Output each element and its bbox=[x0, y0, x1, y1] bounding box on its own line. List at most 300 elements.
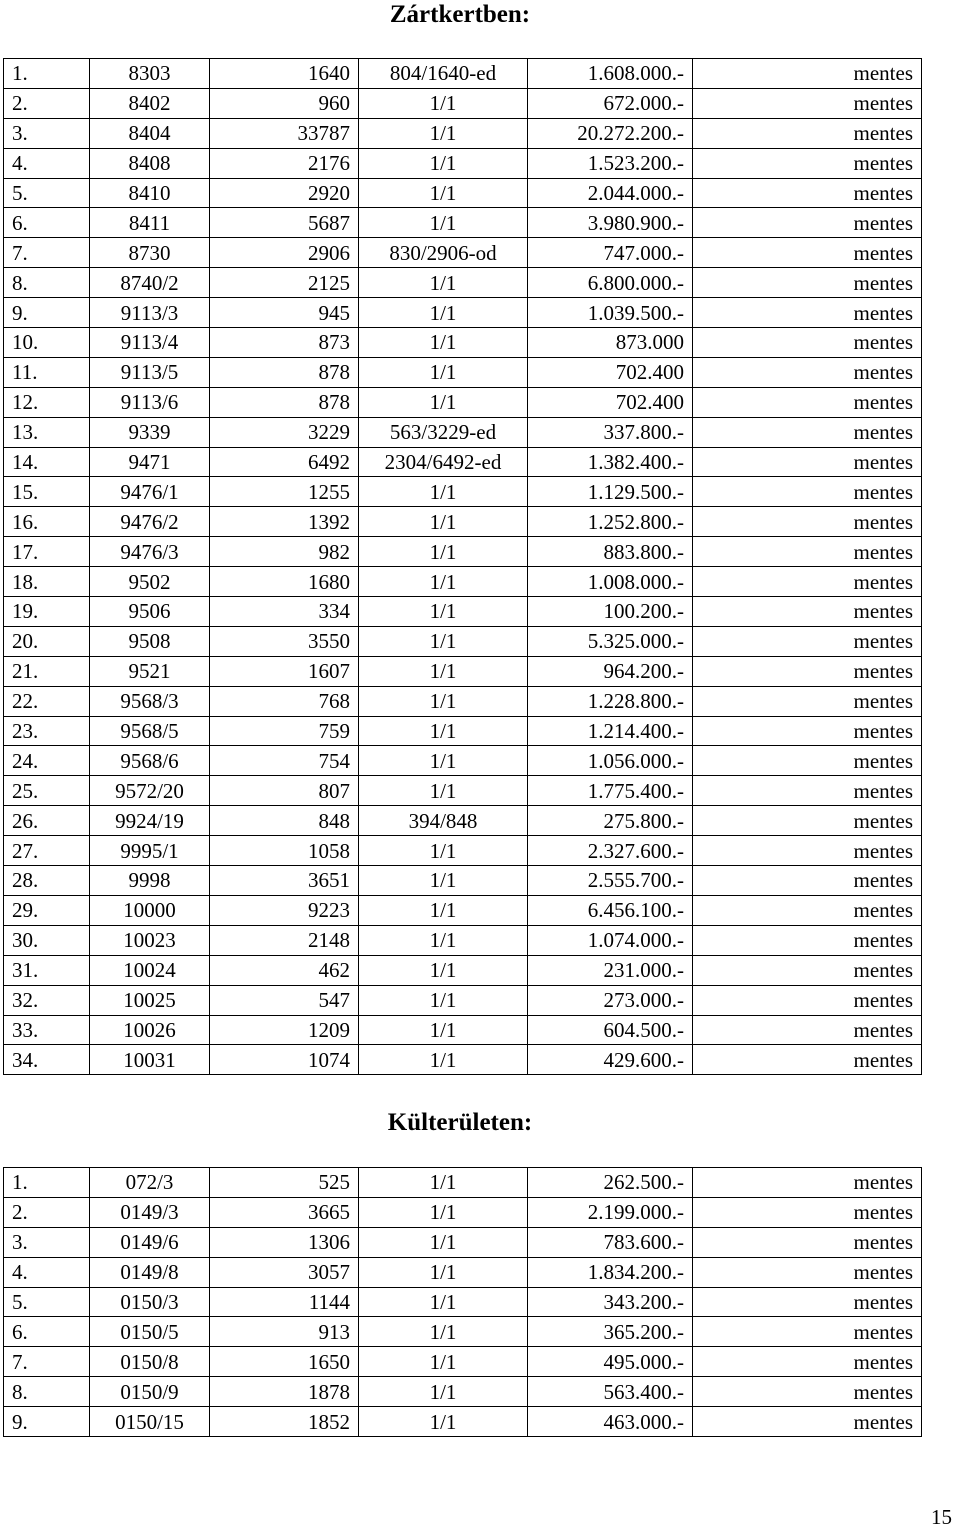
value-cell: 672.000.- bbox=[528, 88, 693, 118]
encumbrance-status-cell: mentes bbox=[693, 866, 922, 896]
page-number: 15 bbox=[931, 1505, 952, 1529]
row-number-cell: 18. bbox=[4, 567, 90, 597]
row-number-cell: 19. bbox=[4, 597, 90, 627]
area-cell: 878 bbox=[210, 387, 359, 417]
encumbrance-status-cell: mentes bbox=[693, 88, 922, 118]
encumbrance-status-cell: mentes bbox=[693, 357, 922, 387]
encumbrance-status-cell: mentes bbox=[693, 1407, 922, 1437]
value-cell: 883.800.- bbox=[528, 537, 693, 567]
ownership-share-cell: 1/1 bbox=[359, 925, 528, 955]
area-cell: 913 bbox=[210, 1317, 359, 1347]
value-cell: 6.800.000.- bbox=[528, 268, 693, 298]
table-row bbox=[4, 1168, 922, 1198]
ownership-share-cell: 1/1 bbox=[359, 1197, 528, 1227]
table-row bbox=[4, 507, 922, 537]
ownership-share-cell: 1/1 bbox=[359, 268, 528, 298]
value-cell: 463.000.- bbox=[528, 1407, 693, 1437]
value-cell: 563.400.- bbox=[528, 1377, 693, 1407]
ownership-share-cell: 1/1 bbox=[359, 328, 528, 358]
ownership-share-cell: 1/1 bbox=[359, 1347, 528, 1377]
area-cell: 9223 bbox=[210, 895, 359, 925]
parcel-number-cell: 9924/19 bbox=[90, 806, 210, 836]
table-row bbox=[4, 357, 922, 387]
table-row bbox=[4, 148, 922, 178]
value-cell: 873.000 bbox=[528, 328, 693, 358]
parcel-number-cell: 9113/5 bbox=[90, 357, 210, 387]
ownership-share-cell: 1/1 bbox=[359, 746, 528, 776]
value-cell: 262.500.- bbox=[528, 1168, 693, 1198]
parcel-number-cell: 10000 bbox=[90, 895, 210, 925]
table-row bbox=[4, 955, 922, 985]
value-cell: 964.200.- bbox=[528, 656, 693, 686]
area-cell: 1209 bbox=[210, 1015, 359, 1045]
parcel-number-cell: 9476/2 bbox=[90, 507, 210, 537]
area-cell: 1878 bbox=[210, 1377, 359, 1407]
table-row bbox=[4, 118, 922, 148]
value-cell: 429.600.- bbox=[528, 1045, 693, 1075]
ownership-share-cell: 1/1 bbox=[359, 567, 528, 597]
row-number-cell: 7. bbox=[4, 1347, 90, 1377]
row-number-cell: 9. bbox=[4, 1407, 90, 1437]
area-cell: 1607 bbox=[210, 656, 359, 686]
row-number-cell: 29. bbox=[4, 895, 90, 925]
area-cell: 1058 bbox=[210, 836, 359, 866]
encumbrance-status-cell: mentes bbox=[693, 1168, 922, 1198]
table-row bbox=[4, 298, 922, 328]
row-number-cell: 1. bbox=[4, 59, 90, 89]
area-cell: 960 bbox=[210, 88, 359, 118]
encumbrance-status-cell: mentes bbox=[693, 118, 922, 148]
table-row bbox=[4, 866, 922, 896]
ownership-share-cell: 1/1 bbox=[359, 88, 528, 118]
parcel-number-cell: 0150/5 bbox=[90, 1317, 210, 1347]
area-cell: 1680 bbox=[210, 567, 359, 597]
area-cell: 1650 bbox=[210, 1347, 359, 1377]
encumbrance-status-cell: mentes bbox=[693, 1287, 922, 1317]
encumbrance-status-cell: mentes bbox=[693, 626, 922, 656]
parcel-number-cell: 8303 bbox=[90, 59, 210, 89]
area-cell: 873 bbox=[210, 328, 359, 358]
encumbrance-status-cell: mentes bbox=[693, 178, 922, 208]
row-number-cell: 20. bbox=[4, 626, 90, 656]
encumbrance-status-cell: mentes bbox=[693, 985, 922, 1015]
area-cell: 1392 bbox=[210, 507, 359, 537]
encumbrance-status-cell: mentes bbox=[693, 716, 922, 746]
row-number-cell: 4. bbox=[4, 1257, 90, 1287]
encumbrance-status-cell: mentes bbox=[693, 208, 922, 238]
area-cell: 6492 bbox=[210, 447, 359, 477]
row-number-cell: 21. bbox=[4, 656, 90, 686]
encumbrance-status-cell: mentes bbox=[693, 1317, 922, 1347]
area-cell: 759 bbox=[210, 716, 359, 746]
encumbrance-status-cell: mentes bbox=[693, 238, 922, 268]
ownership-share-cell: 1/1 bbox=[359, 686, 528, 716]
value-cell: 783.600.- bbox=[528, 1227, 693, 1257]
ownership-share-cell: 1/1 bbox=[359, 537, 528, 567]
area-cell: 1306 bbox=[210, 1227, 359, 1257]
table-row bbox=[4, 1287, 922, 1317]
parcel-number-cell: 0150/3 bbox=[90, 1287, 210, 1317]
row-number-cell: 8. bbox=[4, 1377, 90, 1407]
encumbrance-status-cell: mentes bbox=[693, 836, 922, 866]
area-cell: 3057 bbox=[210, 1257, 359, 1287]
area-cell: 547 bbox=[210, 985, 359, 1015]
parcel-number-cell: 9521 bbox=[90, 656, 210, 686]
row-number-cell: 6. bbox=[4, 208, 90, 238]
ownership-share-cell: 563/3229-ed bbox=[359, 417, 528, 447]
parcel-number-cell: 9568/5 bbox=[90, 716, 210, 746]
value-cell: 1.834.200.- bbox=[528, 1257, 693, 1287]
row-number-cell: 17. bbox=[4, 537, 90, 567]
area-cell: 525 bbox=[210, 1168, 359, 1198]
encumbrance-status-cell: mentes bbox=[693, 567, 922, 597]
table-row bbox=[4, 567, 922, 597]
parcel-number-cell: 10023 bbox=[90, 925, 210, 955]
ownership-share-cell: 2304/6492-ed bbox=[359, 447, 528, 477]
row-number-cell: 26. bbox=[4, 806, 90, 836]
value-cell: 6.456.100.- bbox=[528, 895, 693, 925]
encumbrance-status-cell: mentes bbox=[693, 746, 922, 776]
encumbrance-status-cell: mentes bbox=[693, 895, 922, 925]
encumbrance-status-cell: mentes bbox=[693, 537, 922, 567]
ownership-share-cell: 1/1 bbox=[359, 1377, 528, 1407]
row-number-cell: 31. bbox=[4, 955, 90, 985]
parcel-number-cell: 9568/6 bbox=[90, 746, 210, 776]
area-cell: 33787 bbox=[210, 118, 359, 148]
parcel-number-cell: 9113/3 bbox=[90, 298, 210, 328]
parcel-number-cell: 8408 bbox=[90, 148, 210, 178]
parcel-number-cell: 9502 bbox=[90, 567, 210, 597]
ownership-share-cell: 830/2906-od bbox=[359, 238, 528, 268]
area-cell: 462 bbox=[210, 955, 359, 985]
parcel-number-cell: 10031 bbox=[90, 1045, 210, 1075]
value-cell: 2.327.600.- bbox=[528, 836, 693, 866]
row-number-cell: 2. bbox=[4, 1197, 90, 1227]
parcel-number-cell: 0149/3 bbox=[90, 1197, 210, 1227]
area-cell: 1852 bbox=[210, 1407, 359, 1437]
area-cell: 2125 bbox=[210, 268, 359, 298]
value-cell: 2.199.000.- bbox=[528, 1197, 693, 1227]
value-cell: 702.400 bbox=[528, 387, 693, 417]
encumbrance-status-cell: mentes bbox=[693, 686, 922, 716]
value-cell: 1.008.000.- bbox=[528, 567, 693, 597]
area-cell: 334 bbox=[210, 597, 359, 627]
encumbrance-status-cell: mentes bbox=[693, 1015, 922, 1045]
ownership-share-cell: 1/1 bbox=[359, 895, 528, 925]
table-row bbox=[4, 716, 922, 746]
encumbrance-status-cell: mentes bbox=[693, 597, 922, 627]
encumbrance-status-cell: mentes bbox=[693, 417, 922, 447]
row-number-cell: 23. bbox=[4, 716, 90, 746]
row-number-cell: 16. bbox=[4, 507, 90, 537]
area-cell: 878 bbox=[210, 357, 359, 387]
area-cell: 807 bbox=[210, 776, 359, 806]
value-cell: 231.000.- bbox=[528, 955, 693, 985]
encumbrance-status-cell: mentes bbox=[693, 656, 922, 686]
ownership-share-cell: 1/1 bbox=[359, 656, 528, 686]
ownership-share-cell: 1/1 bbox=[359, 357, 528, 387]
value-cell: 2.555.700.- bbox=[528, 866, 693, 896]
ownership-share-cell: 1/1 bbox=[359, 776, 528, 806]
area-cell: 2906 bbox=[210, 238, 359, 268]
area-cell: 754 bbox=[210, 746, 359, 776]
encumbrance-status-cell: mentes bbox=[693, 268, 922, 298]
value-cell: 3.980.900.- bbox=[528, 208, 693, 238]
row-number-cell: 12. bbox=[4, 387, 90, 417]
parcel-number-cell: 9508 bbox=[90, 626, 210, 656]
area-cell: 1144 bbox=[210, 1287, 359, 1317]
encumbrance-status-cell: mentes bbox=[693, 148, 922, 178]
row-number-cell: 33. bbox=[4, 1015, 90, 1045]
table-row bbox=[4, 447, 922, 477]
parcel-number-cell: 9506 bbox=[90, 597, 210, 627]
value-cell: 20.272.200.- bbox=[528, 118, 693, 148]
area-cell: 5687 bbox=[210, 208, 359, 238]
encumbrance-status-cell: mentes bbox=[693, 1257, 922, 1287]
table-row bbox=[4, 626, 922, 656]
ownership-share-cell: 1/1 bbox=[359, 1407, 528, 1437]
parcel-number-cell: 0149/6 bbox=[90, 1227, 210, 1257]
parcel-number-cell: 9998 bbox=[90, 866, 210, 896]
area-cell: 1074 bbox=[210, 1045, 359, 1075]
ownership-share-cell: 1/1 bbox=[359, 148, 528, 178]
value-cell: 337.800.- bbox=[528, 417, 693, 447]
value-cell: 1.214.400.- bbox=[528, 716, 693, 746]
row-number-cell: 2. bbox=[4, 88, 90, 118]
row-number-cell: 11. bbox=[4, 357, 90, 387]
parcel-number-cell: 8410 bbox=[90, 178, 210, 208]
table-row bbox=[4, 328, 922, 358]
ownership-share-cell: 1/1 bbox=[359, 298, 528, 328]
ownership-share-cell: 1/1 bbox=[359, 1287, 528, 1317]
table-row bbox=[4, 1347, 922, 1377]
value-cell: 365.200.- bbox=[528, 1317, 693, 1347]
ownership-share-cell: 1/1 bbox=[359, 626, 528, 656]
encumbrance-status-cell: mentes bbox=[693, 955, 922, 985]
parcel-number-cell: 0150/15 bbox=[90, 1407, 210, 1437]
ownership-share-cell: 1/1 bbox=[359, 985, 528, 1015]
value-cell: 343.200.- bbox=[528, 1287, 693, 1317]
area-cell: 982 bbox=[210, 537, 359, 567]
row-number-cell: 15. bbox=[4, 477, 90, 507]
value-cell: 1.523.200.- bbox=[528, 148, 693, 178]
encumbrance-status-cell: mentes bbox=[693, 328, 922, 358]
parcel-number-cell: 9995/1 bbox=[90, 836, 210, 866]
parcel-number-cell: 0150/9 bbox=[90, 1377, 210, 1407]
parcel-number-cell: 9113/4 bbox=[90, 328, 210, 358]
parcel-number-cell: 8402 bbox=[90, 88, 210, 118]
row-number-cell: 13. bbox=[4, 417, 90, 447]
table-row bbox=[4, 1377, 922, 1407]
parcel-number-cell: 0150/8 bbox=[90, 1347, 210, 1377]
area-cell: 945 bbox=[210, 298, 359, 328]
encumbrance-status-cell: mentes bbox=[693, 1347, 922, 1377]
encumbrance-status-cell: mentes bbox=[693, 1377, 922, 1407]
value-cell: 1.228.800.- bbox=[528, 686, 693, 716]
parcel-number-cell: 10025 bbox=[90, 985, 210, 1015]
area-cell: 1255 bbox=[210, 477, 359, 507]
section-title-kulterulet: Külterületen: bbox=[387, 1109, 533, 1136]
row-number-cell: 32. bbox=[4, 985, 90, 1015]
table-row bbox=[4, 537, 922, 567]
table-row bbox=[4, 1407, 922, 1437]
table-row bbox=[4, 268, 922, 298]
encumbrance-status-cell: mentes bbox=[693, 477, 922, 507]
table-row bbox=[4, 776, 922, 806]
area-cell: 3550 bbox=[210, 626, 359, 656]
encumbrance-status-cell: mentes bbox=[693, 1045, 922, 1075]
parcel-number-cell: 8730 bbox=[90, 238, 210, 268]
parcel-number-cell: 8740/2 bbox=[90, 268, 210, 298]
value-cell: 1.039.500.- bbox=[528, 298, 693, 328]
area-cell: 3651 bbox=[210, 866, 359, 896]
parcel-number-cell: 0149/8 bbox=[90, 1257, 210, 1287]
area-cell: 848 bbox=[210, 806, 359, 836]
value-cell: 1.382.400.- bbox=[528, 447, 693, 477]
row-number-cell: 30. bbox=[4, 925, 90, 955]
table-row bbox=[4, 1015, 922, 1045]
value-cell: 1.775.400.- bbox=[528, 776, 693, 806]
ownership-share-cell: 1/1 bbox=[359, 1168, 528, 1198]
value-cell: 2.044.000.- bbox=[528, 178, 693, 208]
table-row bbox=[4, 1317, 922, 1347]
encumbrance-status-cell: mentes bbox=[693, 59, 922, 89]
encumbrance-status-cell: mentes bbox=[693, 507, 922, 537]
encumbrance-status-cell: mentes bbox=[693, 806, 922, 836]
parcel-number-cell: 9476/3 bbox=[90, 537, 210, 567]
table-row bbox=[4, 387, 922, 417]
row-number-cell: 7. bbox=[4, 238, 90, 268]
row-number-cell: 14. bbox=[4, 447, 90, 477]
table-row bbox=[4, 178, 922, 208]
ownership-share-cell: 1/1 bbox=[359, 1015, 528, 1045]
table-row bbox=[4, 925, 922, 955]
value-cell: 702.400 bbox=[528, 357, 693, 387]
ownership-share-cell: 1/1 bbox=[359, 716, 528, 746]
ownership-share-cell: 1/1 bbox=[359, 836, 528, 866]
area-cell: 2920 bbox=[210, 178, 359, 208]
ownership-share-cell: 1/1 bbox=[359, 178, 528, 208]
row-number-cell: 3. bbox=[4, 118, 90, 148]
table-row bbox=[4, 597, 922, 627]
encumbrance-status-cell: mentes bbox=[693, 1197, 922, 1227]
row-number-cell: 5. bbox=[4, 178, 90, 208]
table-row bbox=[4, 806, 922, 836]
encumbrance-status-cell: mentes bbox=[693, 298, 922, 328]
parcel-number-cell: 072/3 bbox=[90, 1168, 210, 1198]
value-cell: 747.000.- bbox=[528, 238, 693, 268]
table-row bbox=[4, 208, 922, 238]
table-row bbox=[4, 1257, 922, 1287]
row-number-cell: 25. bbox=[4, 776, 90, 806]
table-row bbox=[4, 686, 922, 716]
ownership-share-cell: 394/848 bbox=[359, 806, 528, 836]
ownership-share-cell: 1/1 bbox=[359, 1317, 528, 1347]
parcel-number-cell: 9572/20 bbox=[90, 776, 210, 806]
ownership-share-cell: 1/1 bbox=[359, 1045, 528, 1075]
row-number-cell: 28. bbox=[4, 866, 90, 896]
row-number-cell: 6. bbox=[4, 1317, 90, 1347]
value-cell: 1.252.800.- bbox=[528, 507, 693, 537]
value-cell: 1.608.000.- bbox=[528, 59, 693, 89]
table-row bbox=[4, 88, 922, 118]
row-number-cell: 10. bbox=[4, 328, 90, 358]
ownership-share-cell: 1/1 bbox=[359, 597, 528, 627]
row-number-cell: 34. bbox=[4, 1045, 90, 1075]
area-cell: 1640 bbox=[210, 59, 359, 89]
area-cell: 3665 bbox=[210, 1197, 359, 1227]
ownership-share-cell: 1/1 bbox=[359, 507, 528, 537]
value-cell: 275.800.- bbox=[528, 806, 693, 836]
table-row bbox=[4, 59, 922, 89]
parcel-number-cell: 9568/3 bbox=[90, 686, 210, 716]
table-row bbox=[4, 656, 922, 686]
value-cell: 1.129.500.- bbox=[528, 477, 693, 507]
table-row bbox=[4, 1045, 922, 1075]
value-cell: 495.000.- bbox=[528, 1347, 693, 1377]
parcel-number-cell: 9339 bbox=[90, 417, 210, 447]
value-cell: 1.056.000.- bbox=[528, 746, 693, 776]
parcel-number-cell: 8404 bbox=[90, 118, 210, 148]
row-number-cell: 9. bbox=[4, 298, 90, 328]
row-number-cell: 1. bbox=[4, 1168, 90, 1198]
value-cell: 1.074.000.- bbox=[528, 925, 693, 955]
zartkert-table bbox=[3, 58, 922, 1075]
ownership-share-cell: 1/1 bbox=[359, 1257, 528, 1287]
table-row bbox=[4, 895, 922, 925]
section-title-zartkert: Zártkertben: bbox=[389, 1, 531, 28]
ownership-share-cell: 1/1 bbox=[359, 118, 528, 148]
table-row bbox=[4, 746, 922, 776]
encumbrance-status-cell: mentes bbox=[693, 1227, 922, 1257]
table-row bbox=[4, 477, 922, 507]
table-row bbox=[4, 238, 922, 268]
value-cell: 604.500.- bbox=[528, 1015, 693, 1045]
table-row bbox=[4, 836, 922, 866]
row-number-cell: 4. bbox=[4, 148, 90, 178]
value-cell: 5.325.000.- bbox=[528, 626, 693, 656]
row-number-cell: 27. bbox=[4, 836, 90, 866]
parcel-number-cell: 9476/1 bbox=[90, 477, 210, 507]
area-cell: 2148 bbox=[210, 925, 359, 955]
area-cell: 3229 bbox=[210, 417, 359, 447]
parcel-number-cell: 9113/6 bbox=[90, 387, 210, 417]
area-cell: 2176 bbox=[210, 148, 359, 178]
parcel-number-cell: 9471 bbox=[90, 447, 210, 477]
row-number-cell: 22. bbox=[4, 686, 90, 716]
table-row bbox=[4, 1227, 922, 1257]
ownership-share-cell: 1/1 bbox=[359, 387, 528, 417]
value-cell: 273.000.- bbox=[528, 985, 693, 1015]
parcel-number-cell: 8411 bbox=[90, 208, 210, 238]
parcel-number-cell: 10024 bbox=[90, 955, 210, 985]
encumbrance-status-cell: mentes bbox=[693, 387, 922, 417]
area-cell: 768 bbox=[210, 686, 359, 716]
table-row bbox=[4, 1197, 922, 1227]
row-number-cell: 5. bbox=[4, 1287, 90, 1317]
encumbrance-status-cell: mentes bbox=[693, 776, 922, 806]
ownership-share-cell: 804/1640-ed bbox=[359, 59, 528, 89]
ownership-share-cell: 1/1 bbox=[359, 1227, 528, 1257]
ownership-share-cell: 1/1 bbox=[359, 955, 528, 985]
kulterulet-table bbox=[3, 1167, 922, 1437]
table-row bbox=[4, 417, 922, 447]
value-cell: 100.200.- bbox=[528, 597, 693, 627]
ownership-share-cell: 1/1 bbox=[359, 477, 528, 507]
row-number-cell: 3. bbox=[4, 1227, 90, 1257]
encumbrance-status-cell: mentes bbox=[693, 925, 922, 955]
encumbrance-status-cell: mentes bbox=[693, 447, 922, 477]
